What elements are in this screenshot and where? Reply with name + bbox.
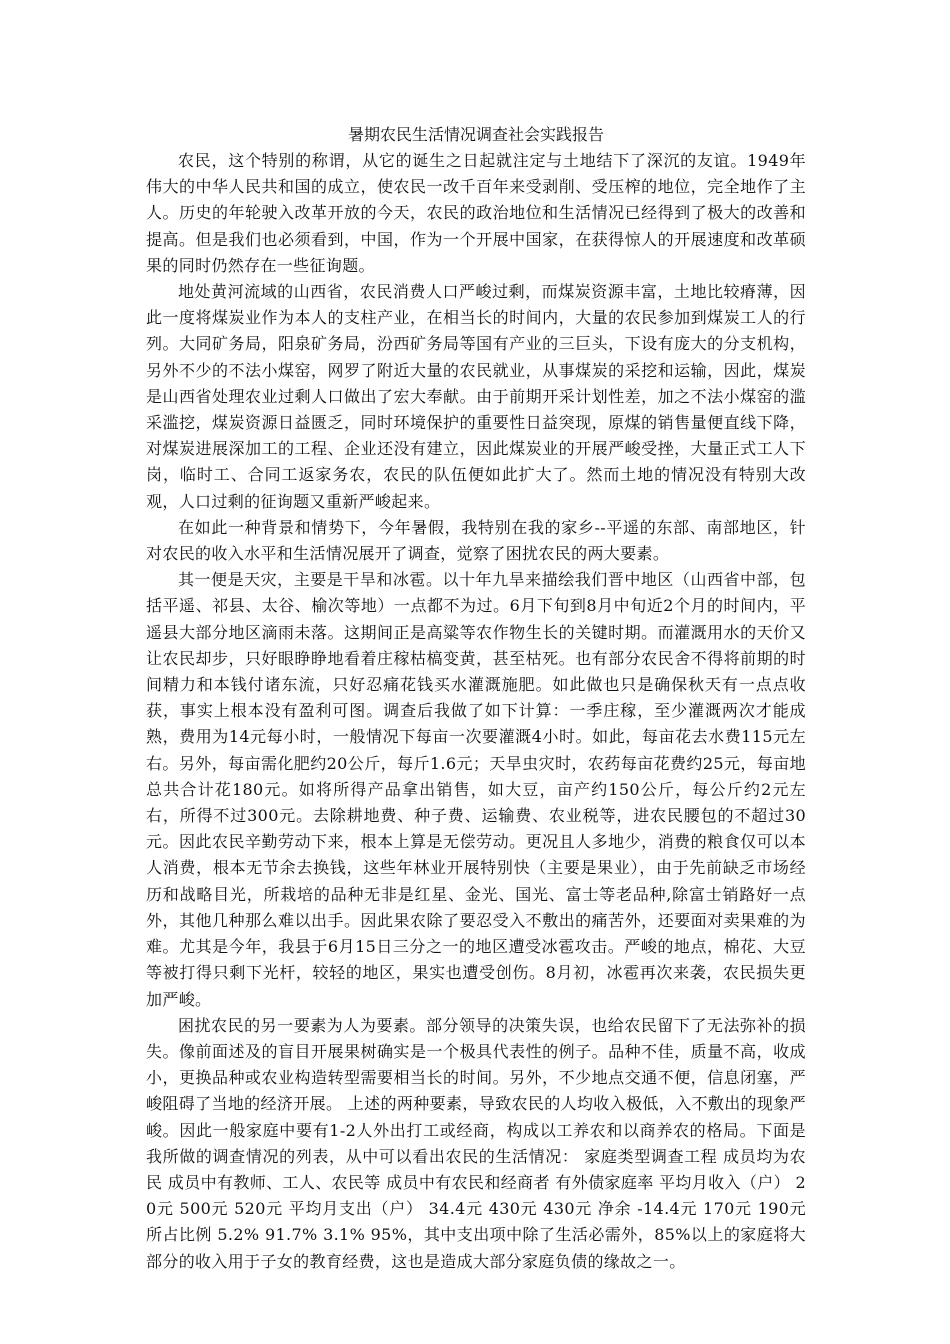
paragraph-survey-background: 在如此一种背景和情势下，今年暑假，我特别在我的家乡--平遥的东部、南部地区，针对农民的收入水平和生活情况展开了调查，觉察了困扰农民的两大要素。: [146, 517, 806, 564]
document-page: [146, 122, 806, 1275]
paragraph-intro: 农民，这个特别的称谓，从它的诞生之日起就注定与土地结下了深沉的友谊。1949年伟大的中华人民共和国的成立，使农民一改千百年来受剥削、受压榨的地位，完全地作了主人。历史的年轮驶入改革开放的今天，农民的政治地位和生活情况已经得到了极大的改善和提高。但是我们也必须看到，中国，作为一个开展中国家，在获得惊人的开展速度和改革硕果的同时仍然存在一些征询题。: [146, 151, 806, 275]
paragraph-natural-disaster: 其一便是天灾，主要是干旱和冰雹。以十年九旱来描绘我们晋中地区（山西省中部，包括平遥、祁县、太谷、榆次等地）一点都不为过。6月下旬到8月中旬近2个月的时间内，平遥县大部分地区滴雨未落。这期间正是高粱等农作物生长的关键时期。而灌溉用水的天价又让农民却步，只好眼睁睁地看着庄稼枯槁变黄，甚至枯死。也有部分农民舍不得将前期的时间精力和本钱付诸东流，只好忍痛花钱买水灌溉施肥。如此做也只是确保秋天有一点点收获，事实上根本没有盈利可图。调查后我做了如下计算：一季庄稼，至少灌溉两次才能成熟，费用为14元每小时，一般情况下每亩一次要灌溉4小时。如此，每亩花去水费115元左右。另外，每亩需化肥约20公斤，每斤1.6元；天旱虫灾时，农药每亩花费约25元，每亩地总共合计花180元。如将所得产品拿出销售，如大豆，亩产约150公斤，每公斤约2元左右，所得不过300元。去除耕地费、种子费、运输费、农业税等，进农民腰包的不超过30元。因此农民辛勤劳动下来，根本上算是无偿劳动。更况且人多地少，消费的粮食仅可以本人消费，根本无节余去换钱，这些年林业开展特别快（主要是果业），由于先前缺乏市场经历和战略目光，所栽培的品种无非是红星、金光、国光、富士等老品种,除富士销路好一点外，其他几种那么难以出手。因此果农除了要忍受入不敷出的痛苦外，还要面对卖果难的为难。尤其是今年，我县于6月15日三分之一的地区遭受冰雹攻击。严峻的地点，棉花、大豆等被打得只剩下光杆，较轻的地区，果实也遭受创伤。8月初，冰雹再次来袭，农民损失更加严峻。: [146, 570, 806, 1009]
document-title: 暑期农民生活情况调查社会实践报告: [347, 125, 604, 144]
paragraph-human-factors: 困扰农民的另一要素为人为要素。部分领导的决策失误，也给农民留下了无法弥补的损失。像前面述及的盲目开展果树确实是一个极具代表性的例子。品种不佳，质量不高，收成小，更换品种或农业构造转型需要相当长的时间。另外，不少地点交通不便，信息闭塞，严峻阻碍了当地的经济开展。 上述的两种要素，导致农民的人均收入极低，入不敷出的现象严峻。因此一般家庭中要有1-2人外出打工或经商，构成以工养农和以商养农的格局。下面是我所做的调查情况的列表，从中可以看出农民的生活情况： 家庭类型调查工程 成员均为农民 成员中有教师、工人、农民等 成员中有农民和经商者 有外债家庭率 平均月收入（户） 20元 500元 520元 平均月支出（户） 34.4元 430元 430元 净余 -14.4元 170元 190元 所占比例 5.2% 91.7% 3.1% 95%，其中支出项中除了生活必需外，85%以上的家庭将大部分的收入用于子女的教育经费，这也是造成大部分家庭负债的缘故之一。: [146, 1015, 806, 1271]
paragraph-shanxi-coal: 地处黄河流域的山西省，农民消费人口严峻过剩，而煤炭资源丰富，土地比较瘠薄，因此一度将煤炭业作为本人的支柱产业，在相当长的时间内，大量的农民参加到煤炭工人的行列。大同矿务局，阳泉矿务局，汾西矿务局等国有产业的三巨头，下设有庞大的分支机构，另外不少的不法小煤窑，网罗了附近大量的农民就业，从事煤炭的采挖和运输，因此，煤炭是山西省处理农业过剩人口做出了宏大奉献。由于前期开采计划性差，加之不法小煤窑的滥采滥挖，煤炭资源日益匮乏，同时环境保护的重要性日益突现，原煤的销售量便直线下降，对煤炭进展深加工的工程、企业还没有建立，因此煤炭业的开展严峻受挫，大量正式工人下岗，临时工、合同工返家务农，农民的队伍便如此扩大了。然而土地的情况没有特别大改观，人口过剩的征询题又重新严峻起来。: [146, 282, 806, 511]
